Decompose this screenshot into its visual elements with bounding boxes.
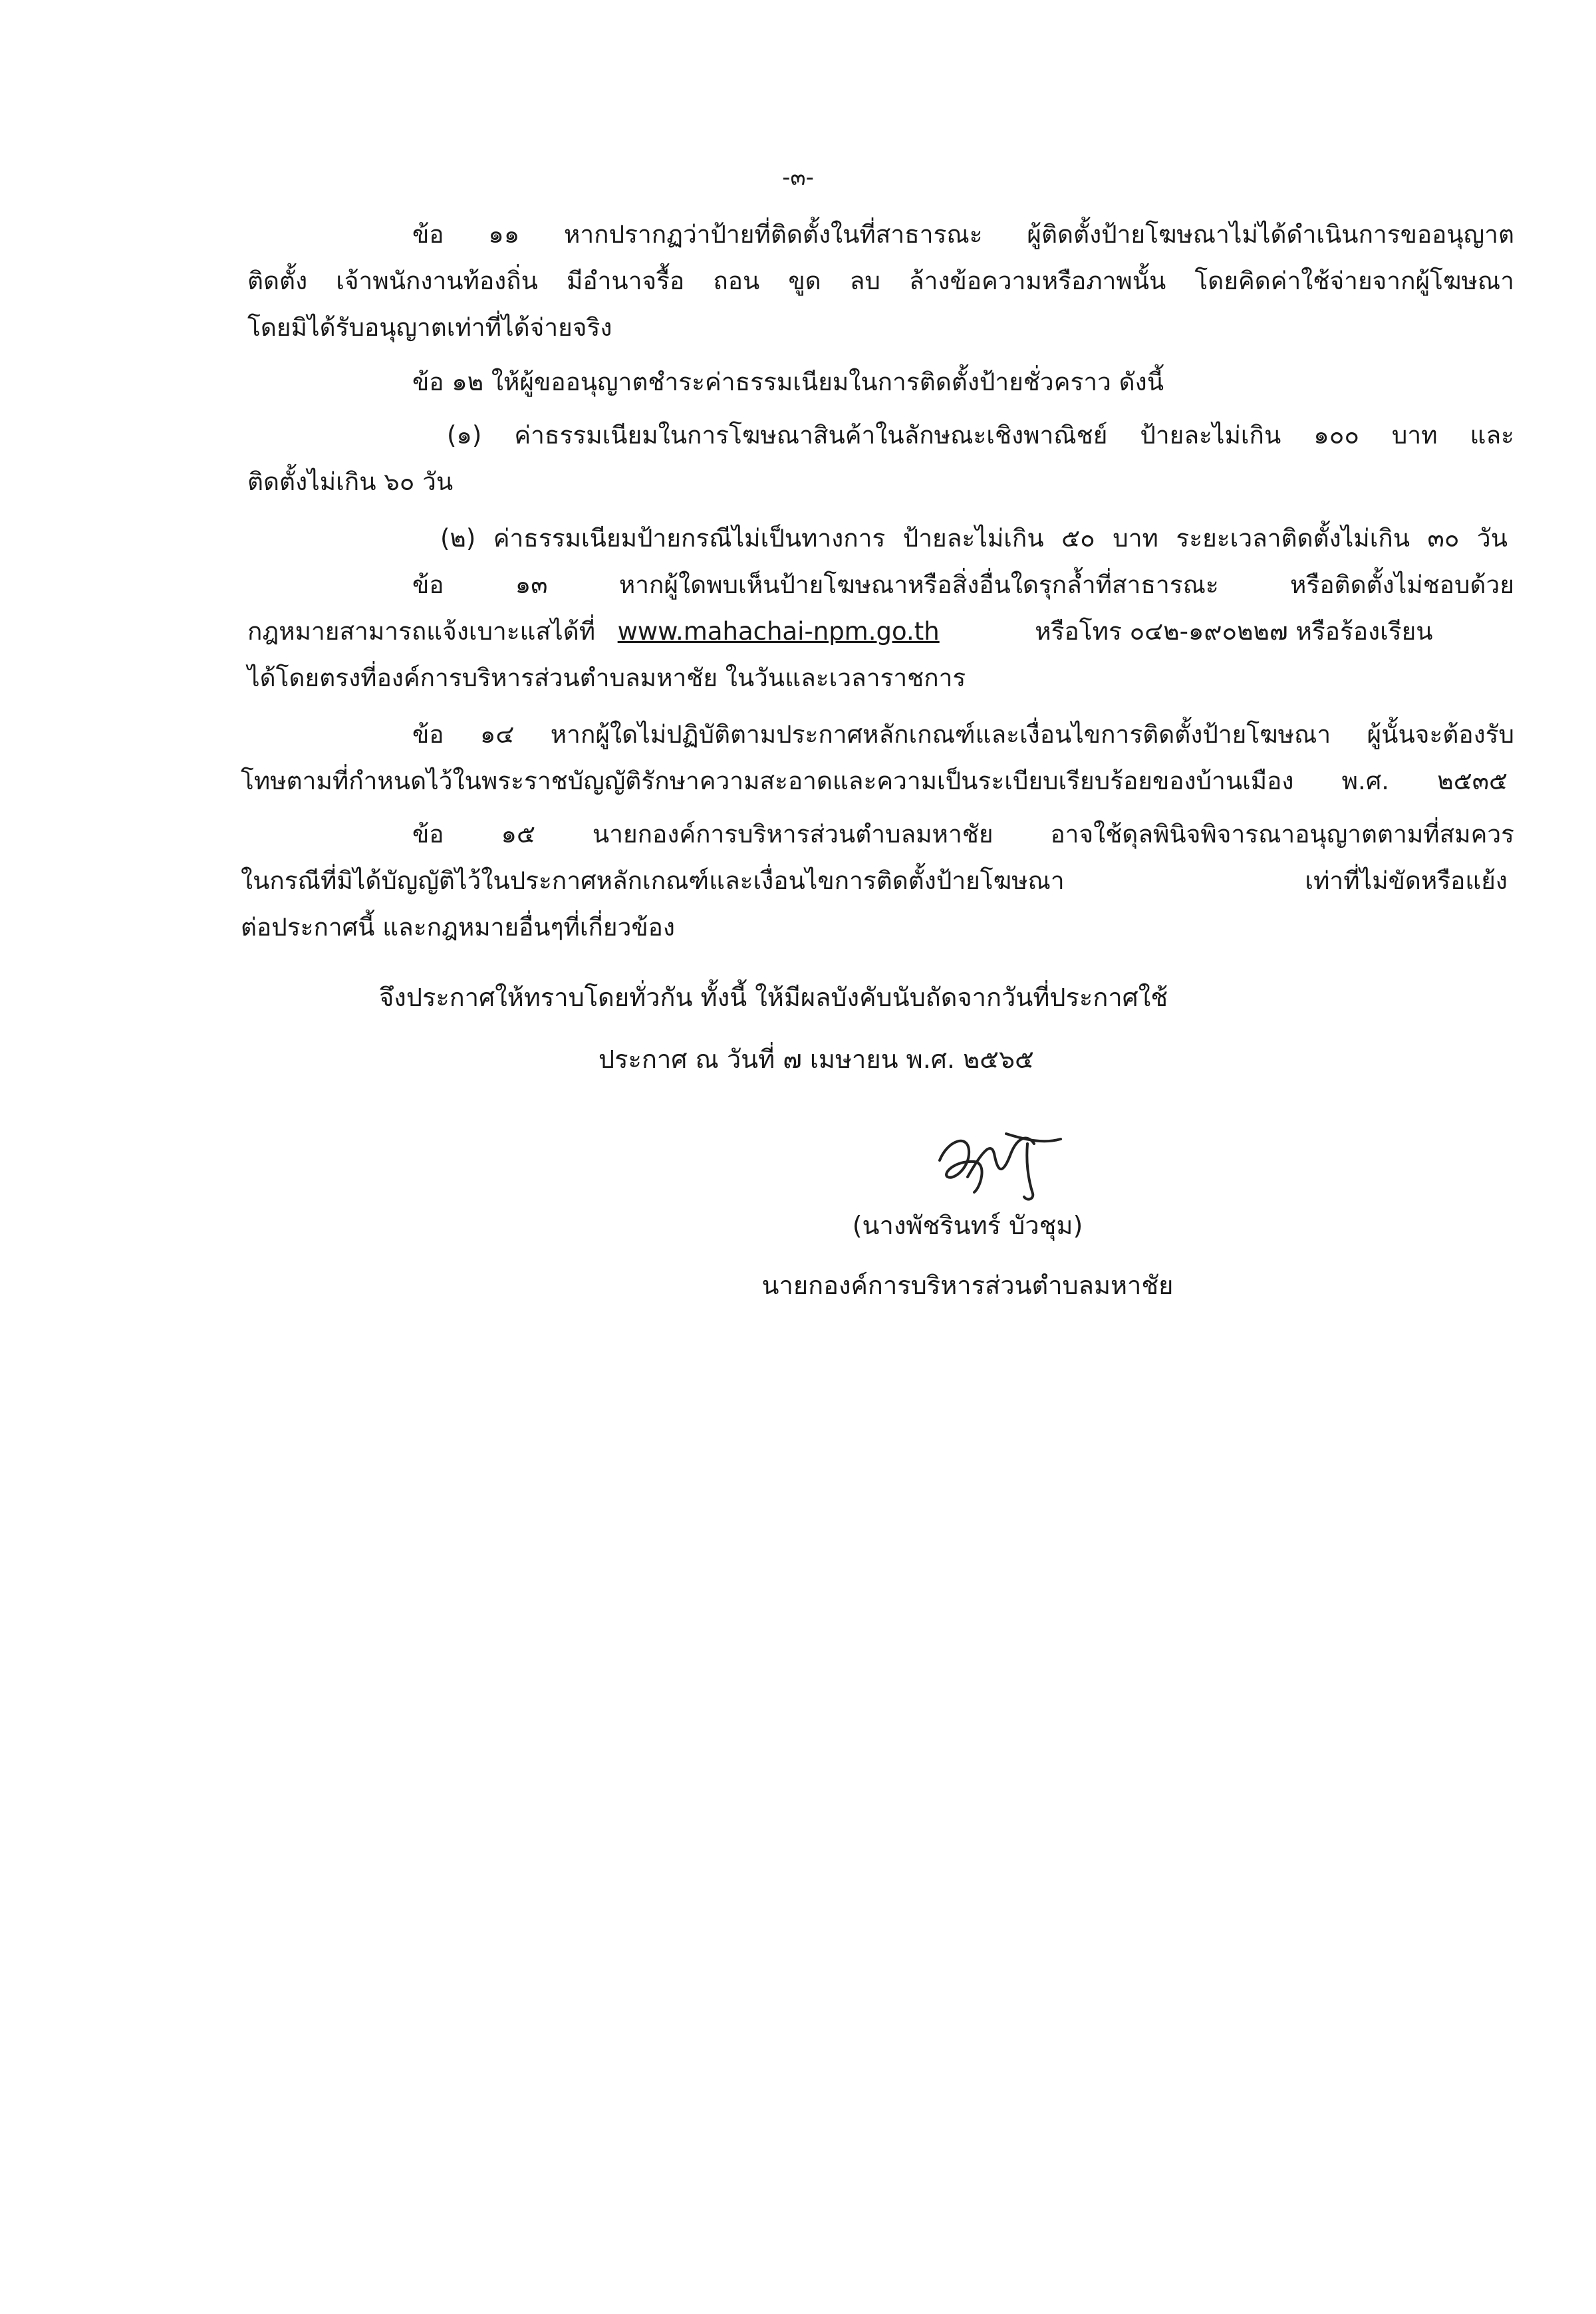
clause-14-line-1: ข้อ ๑๔ หากผู้ใดไม่ปฏิบัติตามประกาศหลักเกณฑ์และเงื่อนไขการติดตั้งป้ายโฆษณา ผู้นั้นจะต้องรับ [412,720,1514,749]
website-link[interactable]: www.mahachai-npm.go.th [617,617,940,646]
clause-11-line-1: ข้อ ๑๑ หากปรากฏว่าป้ายที่ติดตั้งในที่สาธารณะ ผู้ติดตั้งป้ายโฆษณาไม่ได้ดำเนินการขออนุญาต [412,220,1514,249]
clause-15-line-2: ในกรณีที่มิได้บัญญัติไว้ในประกาศหลักเกณฑ์และเงื่อนไขการติดตั้งป้ายโฆษณา เท่าที่ไม่ขัดหรือแย้ง [241,866,1508,895]
handwritten-signature [928,1114,1074,1207]
clause-14-line-2: โทษตามที่กำหนดไว้ในพระราชบัญญัติรักษาความสะอาดและความเป็นระเบียบเรียบร้อยของบ้านเมือง พ.ศ. ๒๕๓๕ [241,767,1508,795]
clause-13-line-2 [247,608,1514,655]
clause-12-item-1-line-2: ติดตั้งไม่เกิน ๖๐ วัน [247,467,454,496]
clause-11-line-2: ติดตั้ง เจ้าพนักงานท้องถิ่น มีอำนาจรื้อ ถอน ขูด ลบ ล้างข้อความหรือภาพนั้น โดยคิดค่าใช้จ่ายจากผู้โฆษณา [247,267,1514,295]
clause-15-line-1: ข้อ ๑๕ นายกองค์การบริหารส่วนตำบลมหาชัย อาจใช้ดุลพินิจพิจารณาอนุญาตตามที่สมควร [412,820,1514,848]
signer-title: นายกองค์การบริหารส่วนตำบลมหาชัย [761,1271,1174,1300]
page-number: -๓- [782,164,814,191]
clause-12-item-1-line-1: (๑) ค่าธรรมเนียมในการโฆษณาสินค้าในลักษณะเชิงพาณิชย์ ป้ายละไม่เกิน ๑๐๐ บาท และ [447,421,1514,450]
clause-11-line-3: โดยมิได้รับอนุญาตเท่าที่ได้จ่ายจริง [247,313,612,342]
clause-13-line-2-prefix: กฎหมายสามารถแจ้งเบาะแสได้ที่ [247,617,596,646]
announcement-date: ประกาศ ณ วันที่ ๗ เมษายน พ.ศ. ๒๕๖๕ [598,1045,1034,1074]
clause-13-line-2-suffix: หรือโทร ๐๔๒-๑๙๐๒๒๗ หรือร้องเรียน [1035,617,1433,646]
clause-15-line-3: ต่อประกาศนี้ และกฎหมายอื่นๆที่เกี่ยวข้อง [241,913,675,942]
clause-13-line-3: ได้โดยตรงที่องค์การบริหารส่วนตำบลมหาชัย ในวันและเวลาราชการ [247,664,966,692]
clause-13-line-1: ข้อ ๑๓ หากผู้ใดพบเห็นป้ายโฆษณาหรือสิ่งอื่นใดรุกล้ำที่สาธารณะ หรือติดตั้งไม่ชอบด้วย [412,571,1514,599]
clause-12-line-1: ข้อ ๑๒ ให้ผู้ขออนุญาตชำระค่าธรรมเนียมในการติดตั้งป้ายชั่วคราว ดังนี้ [412,368,1164,396]
announcement-statement: จึงประกาศให้ทราบโดยทั่วกัน ทั้งนี้ ให้มีผลบังคับนับถัดจากวันที่ประกาศใช้ [379,983,1168,1012]
signer-name: (นางพัชรินทร์ บัวชุม) [852,1211,1083,1240]
clause-12-item-2: (๒) ค่าธรรมเนียมป้ายกรณีไม่เป็นทางการ ป้ายละไม่เกิน ๕๐ บาท ระยะเวลาติดตั้งไม่เกิน ๓๐ วัน [440,524,1508,553]
